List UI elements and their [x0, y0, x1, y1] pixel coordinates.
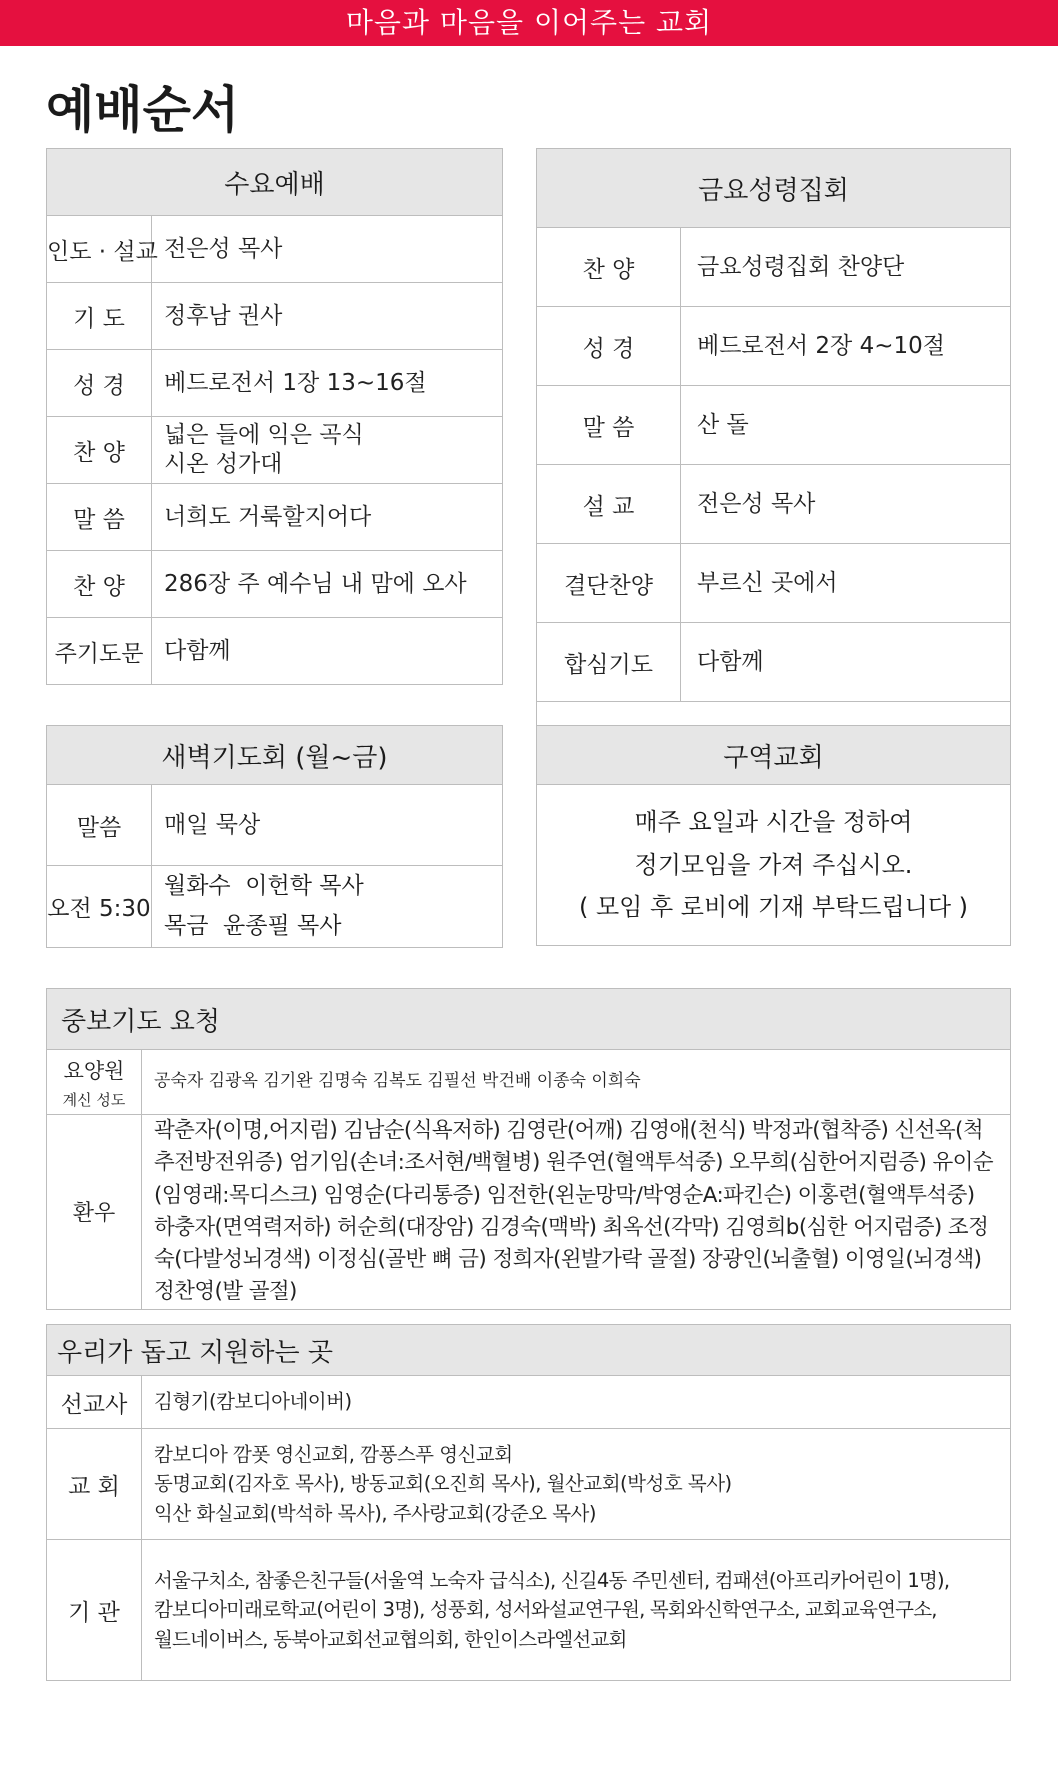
district-church-table	[536, 725, 1011, 946]
support-table	[46, 1324, 1011, 1681]
order-value: 산 돌	[681, 386, 1011, 465]
order-value: 전은성 목사	[681, 465, 1011, 544]
order-label: 합심기도	[537, 623, 681, 702]
order-label: 인도 · 설교	[47, 216, 152, 283]
order-value: 월화수 이헌학 목사 목금 윤종필 목사	[152, 866, 503, 948]
district-church-title: 구역교회	[537, 726, 1011, 785]
support-value: 캄보디아 깜폿 영신교회, 깜퐁스푸 영신교회 동명교회(김자호 목사), 방동교회(오진희 목사), 월산교회(박성호 목사) 익산 화실교회(박석하 목사), 주사랑교회(강준오 목사)	[142, 1429, 1011, 1540]
prayer-request-table	[46, 988, 1011, 1310]
order-value: 286장 주 예수님 내 맘에 오사	[152, 551, 503, 618]
order-label: 찬 양	[47, 551, 152, 618]
support-label: 교 회	[47, 1429, 142, 1540]
order-label: 찬 양	[537, 228, 681, 307]
dawn-prayer-table	[46, 725, 503, 948]
page-title: 예배순서	[46, 81, 240, 139]
support-label: 선교사	[47, 1376, 142, 1429]
friday-service-table	[536, 148, 1011, 731]
order-label: 설 교	[537, 465, 681, 544]
district-church-message: 매주 요일과 시간을 정하여 정기모임을 가져 주십시오. ( 모임 후 로비에 기재 부탁드립니다 )	[537, 785, 1011, 946]
order-value: 부르신 곳에서	[681, 544, 1011, 623]
support-label: 기 관	[47, 1540, 142, 1681]
order-value: 베드로전서 1장 13~16절	[152, 350, 503, 417]
prayer-request-title: 중보기도 요청	[47, 989, 1011, 1050]
patients-list: 곽춘자(이명,어지럼) 김남순(식욕저하) 김영란(어깨) 김영애(천식) 박정과(협착증) 신선옥(척추전방전위증) 엄기임(손녀:조서현/백혈병) 원주연(혈액투석중) 오무희(심한어지럼증) 유이순(임영래:목디스크) 임영순(다리통증) 임전한(왼눈망막/박영순A:파킨슨) 이홍련(혈액투석중) 하충자(면역력저하) 허순희(대장암) 김경숙(맥박) 최옥선(각막) 김영희b(심한 어지럼증) 조정숙(다발성뇌경색) 이정심(골반 뼈 금) 정희자(왼발가락 골절) 장광인(뇌출혈) 이영일(뇌경색) 정찬영(발 골절)	[142, 1115, 1011, 1310]
nursing-home-names: 공숙자 김광옥 김기완 김명숙 김복도 김필선 박건배 이종숙 이희숙	[142, 1050, 1011, 1115]
dawn-prayer-title: 새벽기도회 (월~금)	[47, 726, 503, 785]
order-label: 결단찬양	[537, 544, 681, 623]
order-label: 찬 양	[47, 417, 152, 484]
order-value: 다함께	[152, 618, 503, 685]
friday-service-title: 금요성령집회	[537, 149, 1011, 228]
patients-label: 환우	[47, 1115, 142, 1310]
support-value: 서울구치소, 참좋은친구들(서울역 노숙자 급식소), 신길4동 주민센터, 컴패션(아프리카어린이 1명), 캄보디아미래로학교(어린이 3명), 성풍회, 성서와설교연구원, 목회와신학연구소, 교회교육연구소, 월드네이버스, 동북아교회선교협의회, 한인이스라엘선교회	[142, 1540, 1011, 1681]
order-label: 성 경	[47, 350, 152, 417]
order-label: 주기도문	[47, 618, 152, 685]
order-label: 말씀	[47, 785, 152, 866]
order-value: 베드로전서 2장 4~10절	[681, 307, 1011, 386]
order-label: 말 씀	[537, 386, 681, 465]
order-label: 오전 5:30	[47, 866, 152, 948]
top-banner: 마음과 마음을 이어주는 교회	[0, 0, 1058, 46]
order-value: 너희도 거룩할지어다	[152, 484, 503, 551]
nursing-home-label: 요양원 계신 성도	[47, 1050, 142, 1115]
order-value: 전은성 목사	[152, 216, 503, 283]
order-value: 넓은 들에 익은 곡식 시온 성가대	[152, 417, 503, 484]
order-value: 다함께	[681, 623, 1011, 702]
wednesday-service-title: 수요예배	[47, 149, 503, 216]
support-title: 우리가 돕고 지원하는 곳	[47, 1325, 1011, 1376]
order-value: 정후남 권사	[152, 283, 503, 350]
order-label: 성 경	[537, 307, 681, 386]
support-value: 김형기(캄보디아네이버)	[142, 1376, 1011, 1429]
order-value: 금요성령집회 찬양단	[681, 228, 1011, 307]
order-value: 매일 묵상	[152, 785, 503, 866]
order-label: 말 씀	[47, 484, 152, 551]
wednesday-service-table	[46, 148, 503, 685]
order-label: 기 도	[47, 283, 152, 350]
